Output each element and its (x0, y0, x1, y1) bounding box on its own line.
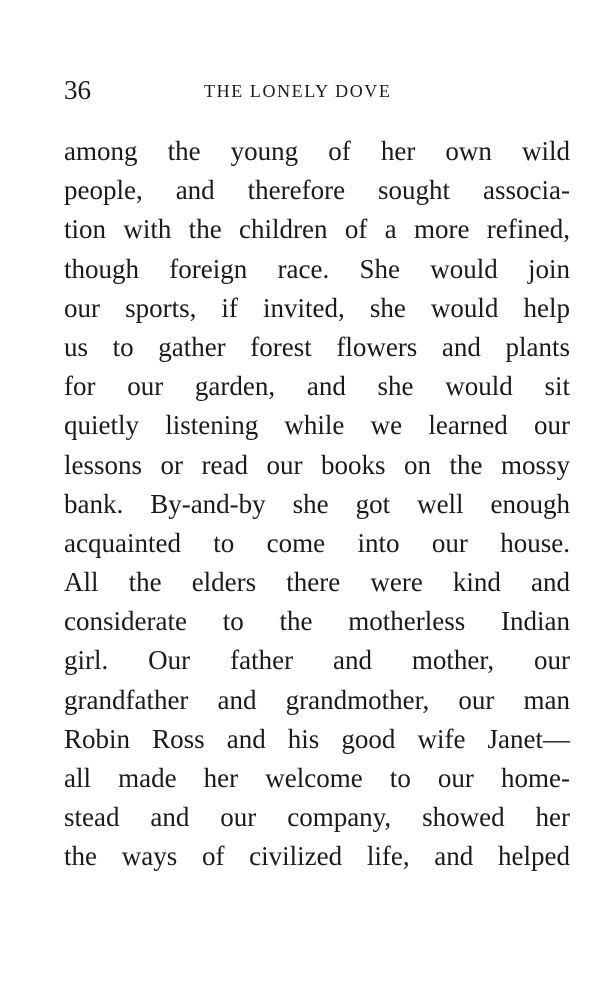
text-line: the ways of civilized life, and helped (64, 841, 570, 872)
text-line: stead and our company, showed her (64, 802, 570, 833)
text-line: for our garden, and she would sit (64, 371, 570, 402)
text-line: All the elders there were kind and (64, 567, 570, 598)
body-text (64, 132, 570, 877)
text-line: girl. Our father and mother, our (64, 645, 570, 676)
text-line: Robin Ross and his good wife Janet— (64, 723, 570, 754)
running-head (64, 74, 570, 106)
text-line: people, and therefore sought associa- (64, 175, 570, 206)
text-line: us to gather forest flowers and plants (64, 331, 570, 362)
text-line: acquainted to come into our house. (64, 527, 570, 558)
text-line: though foreign race. She would join (64, 253, 570, 284)
text-line: grandfather and grandmother, our man (64, 684, 570, 715)
text-line: considerate to the motherless Indian (64, 606, 570, 637)
book-title: THE LONELY DOVE (204, 81, 392, 101)
text-line: lessons or read our books on the mossy (64, 449, 570, 480)
text-line: our sports, if invited, she would help (64, 292, 570, 323)
text-line: among the young of her own wild (64, 136, 570, 166)
page-number: 36 (64, 75, 91, 105)
text-line: all made her welcome to our home- (64, 763, 570, 793)
text-line: tion with the children of a more refined, (64, 214, 570, 245)
text-line: bank. By-and-by she got well enough (64, 488, 570, 519)
text-line: quietly listening while we learned our (64, 410, 570, 441)
